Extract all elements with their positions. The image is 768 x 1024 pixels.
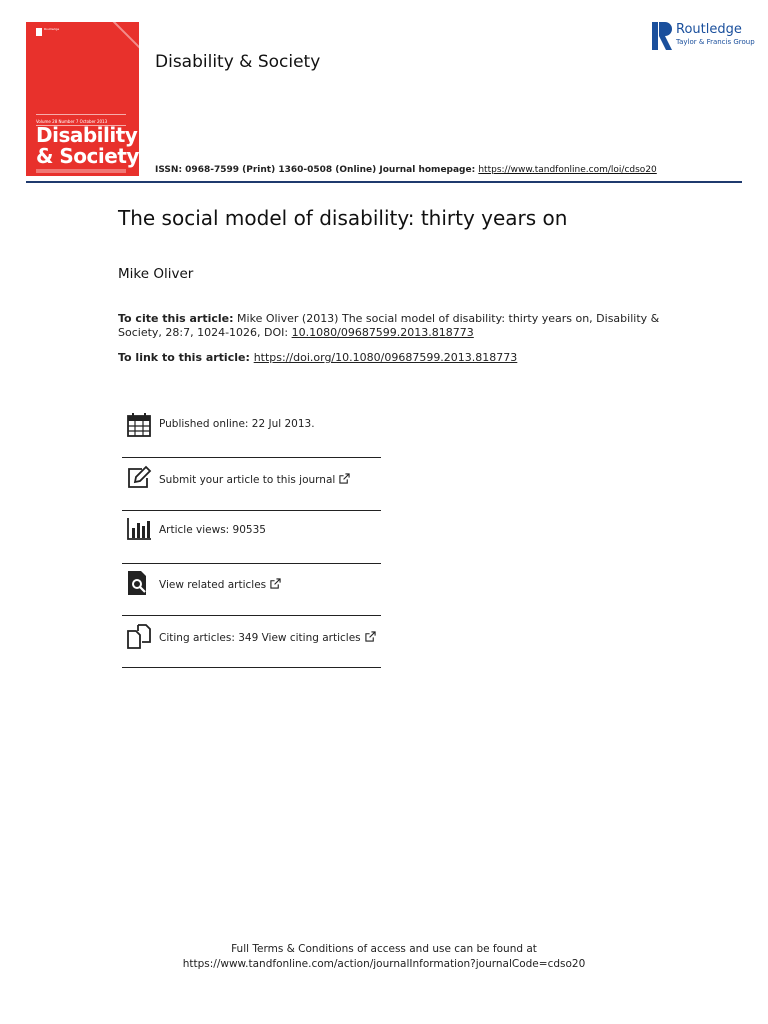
article-author: Mike Oliver [118, 266, 194, 282]
cover-decoration [106, 22, 139, 64]
citation-block [118, 312, 678, 340]
cover-title-line1: Disability [36, 123, 138, 147]
footer-terms-link[interactable]: https://www.tandfonline.com/action/journalInformation?journalCode=cdso20 [182, 958, 586, 970]
external-link-icon [339, 473, 350, 484]
publisher-name: Routledge [676, 22, 742, 37]
journal-name: Disability & Society [155, 52, 321, 72]
row-divider [122, 667, 381, 668]
cover-strip [36, 169, 126, 173]
cover-publisher-text: Routledge [44, 27, 60, 31]
row-divider [122, 510, 381, 511]
external-link-icon [365, 631, 376, 642]
journal-cover [26, 22, 139, 176]
related-articles-link[interactable] [122, 570, 381, 600]
journal-homepage-link[interactable]: https://www.tandfonline.com/loi/cdso20 [478, 165, 657, 175]
row-divider [122, 563, 381, 564]
published-row [122, 412, 381, 442]
article-doi-link[interactable]: https://doi.org/10.1080/09687599.2013.818773 [253, 351, 518, 364]
citing-documents-icon [126, 623, 152, 649]
published-date: Published online: 22 Jul 2013. [159, 418, 315, 430]
views-row [122, 516, 381, 546]
cover-divider [36, 114, 126, 115]
row-divider [122, 615, 381, 616]
footer-terms: Full Terms & Conditions of access and use can be found at [231, 943, 537, 955]
document-search-icon [126, 570, 152, 596]
edit-icon [126, 465, 152, 491]
submit-label: Submit your article to this journal [159, 474, 336, 486]
link-label: To link to this article: [118, 351, 254, 364]
routledge-logo-icon [652, 22, 672, 50]
article-title: The social model of disability: thirty years on [118, 206, 568, 230]
cite-label: To cite this article: [118, 312, 234, 325]
citing-articles-link[interactable] [122, 623, 381, 653]
calendar-icon [126, 412, 152, 438]
cover-publisher-logo [36, 28, 42, 36]
external-link-icon [270, 578, 281, 589]
cite-text: Mike Oliver (2013) The social model of disability: thirty years on, Disability & Society, 28:7, 1024-1026, DOI: [118, 312, 660, 339]
cite-doi-link[interactable]: 10.1080/09687599.2013.818773 [291, 326, 474, 339]
issn-line [155, 165, 657, 175]
row-divider [122, 457, 381, 458]
article-views: Article views: 90535 [159, 524, 266, 536]
link-block [118, 351, 517, 364]
cover-title-line2: & Society [36, 144, 139, 168]
related-label: View related articles [159, 579, 267, 591]
citing-label: Citing articles: 349 View citing articles [159, 632, 361, 644]
header-divider [26, 181, 742, 183]
bar-chart-icon [126, 516, 152, 542]
cover-volume: Volume 28 Number 7 October 2013 [36, 119, 108, 124]
submit-article-link[interactable] [122, 465, 381, 495]
issn-text: ISSN: 0968-7599 (Print) 1360-0508 (Online) Journal homepage: [155, 165, 479, 175]
publisher-subtitle: Taylor & Francis Group [676, 38, 755, 46]
